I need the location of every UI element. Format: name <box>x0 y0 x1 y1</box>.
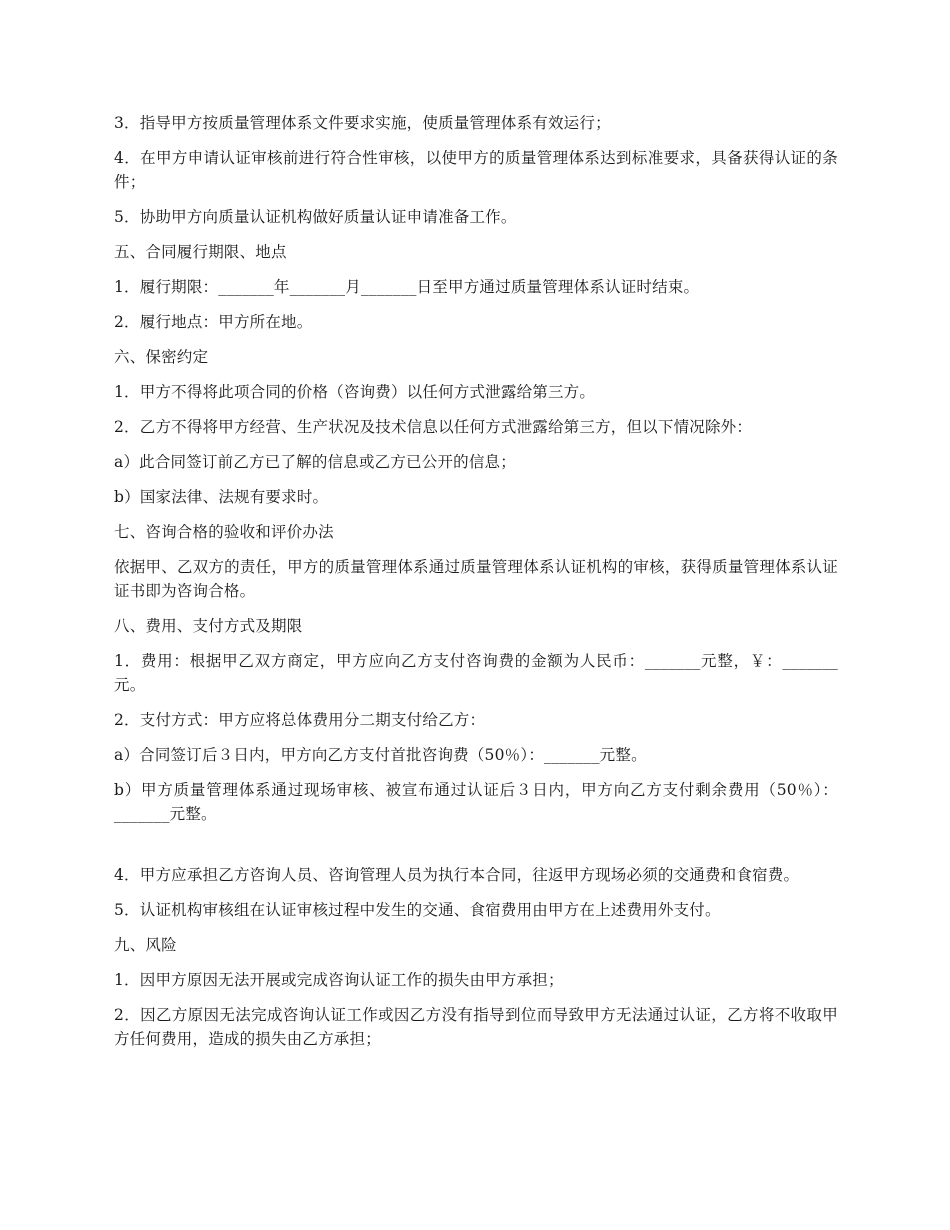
clause-3-guide-implementation: 3．指导甲方按质量管理体系文件要求实施，使质量管理体系有效运行； <box>114 114 611 132</box>
clause-2-party-b-risk: 2．因乙方原因无法完成咨询认证工作或因乙方没有指导到位而导致甲方无法通过认证，乙方将不收取甲方任何费用，造成的损失由乙方承担； <box>114 1006 838 1048</box>
clause-b-legal-requirement: b）国家法律、法规有要求时。 <box>114 488 329 506</box>
document-page <box>114 111 838 1062</box>
clause-5-audit-team-expenses: 5．认证机构审核组在认证审核过程中发生的交通、食宿费用由甲方在上述费用外支付。 <box>114 901 721 919</box>
clause-1-performance-period: 1．履行期限：_______年_______月_______日至甲方通过质量管理体系认证时结束。 <box>114 278 700 296</box>
section-7-heading: 七、咨询合格的验收和评价办法 <box>114 523 334 541</box>
blank-gap <box>114 837 838 863</box>
clause-1-price-confidential: 1．甲方不得将此项合同的价格（咨询费）以任何方式泄露给第三方。 <box>114 383 596 401</box>
section-6-heading: 六、保密约定 <box>114 348 209 366</box>
clause-a-known-info: a）此合同签订前乙方已了解的信息或乙方已公开的信息； <box>114 453 516 471</box>
clause-2-performance-location: 2．履行地点：甲方所在地。 <box>114 313 313 331</box>
clause-2-info-confidential: 2．乙方不得将甲方经营、生产状况及技术信息以任何方式泄露给第三方，但以下情况除外： <box>114 418 753 436</box>
section-8-heading: 八、费用、支付方式及期限 <box>114 617 303 635</box>
section-9-heading: 九、风险 <box>114 936 177 954</box>
clause-4-travel-expenses: 4．甲方应承担乙方咨询人员、咨询管理人员为执行本合同，往返甲方现场必须的交通费和食宿费。 <box>114 866 800 884</box>
clause-1-fee: 1．费用：根据甲乙双方商定，甲方应向乙方支付咨询费的金额为人民币：_______元整，￥：_______元。 <box>114 652 838 694</box>
clause-2-payment-method: 2．支付方式：甲方应将总体费用分二期支付给乙方： <box>114 711 486 729</box>
clause-4-conformity-audit: 4．在甲方申请认证审核前进行符合性审核，以使甲方的质量管理体系达到标准要求，具备获得认证的条件； <box>114 149 838 191</box>
clause-5-certification-prep: 5．协助甲方向质量认证机构做好质量认证申请准备工作。 <box>114 208 517 226</box>
clause-b-remaining-payment: b）甲方质量管理体系通过现场审核、被宣布通过认证后３日内，甲方向乙方支付剩余费用（50％）：_______元整。 <box>114 781 838 823</box>
acceptance-criteria: 依据甲、乙双方的责任，甲方的质量管理体系通过质量管理体系认证机构的审核，获得质量管理体系认证证书即为咨询合格。 <box>114 558 838 600</box>
clause-a-first-payment: a）合同签订后３日内，甲方向乙方支付首批咨询费（50％）：_______元整。 <box>114 746 647 764</box>
clause-1-party-a-risk: 1．因甲方原因无法开展或完成咨询认证工作的损失由甲方承担； <box>114 971 564 989</box>
section-5-heading: 五、合同履行期限、地点 <box>114 243 287 261</box>
